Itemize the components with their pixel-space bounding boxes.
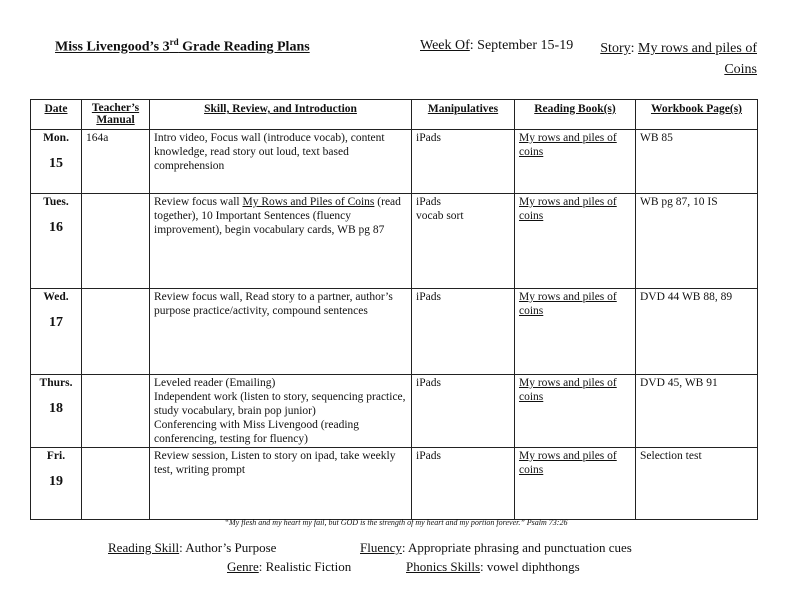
week-label: Week Of <box>420 38 470 53</box>
col-header-teachers-manual: Teacher’s Manual <box>82 100 150 130</box>
reading-book-cell <box>515 194 636 289</box>
day-name: Thurs. <box>39 377 73 389</box>
day-number: 15 <box>49 156 63 171</box>
table-row <box>31 130 758 194</box>
reading-skill-label: Reading Skill <box>108 540 180 555</box>
skill-text: Intro video, Focus wall (introduce vocab), content knowledge, read story out loud, text based comprehension <box>154 132 385 172</box>
skill-cell <box>150 375 412 448</box>
date-cell <box>31 130 82 194</box>
workbook-cell: DVD 45, WB 91 <box>636 375 758 448</box>
week-value: : September 15-19 <box>469 38 574 53</box>
workbook-cell: WB pg 87, 10 IS <box>636 194 758 289</box>
reading-book-cell <box>515 375 636 448</box>
col-header-workbook-pages: Workbook Page(s) <box>636 100 758 130</box>
skill-text: Review focus wall, Read story to a partner, author’s purpose practice/activity, compound sentences <box>154 291 393 317</box>
workbook-cell: DVD 44 WB 88, 89 <box>636 289 758 375</box>
story-label: Story <box>600 41 631 56</box>
day-number: 18 <box>49 401 63 416</box>
title-text: Miss Livengood’s 3 <box>55 39 170 55</box>
teachers-manual-cell <box>82 289 150 375</box>
week-of <box>420 38 573 54</box>
skill-cell <box>150 130 412 194</box>
skill-story-link: My Rows and Piles of Coins <box>242 196 375 208</box>
phonics-label: Phonics Skills <box>406 559 481 574</box>
reading-book-title: My rows and piles of coins <box>519 450 617 476</box>
day-name: Tues. <box>43 196 69 208</box>
title-superscript: rd <box>169 37 179 47</box>
title-text-rest: Grade Reading Plans <box>178 39 310 55</box>
story-separator: : <box>630 41 638 56</box>
workbook-cell: WB 85 <box>636 130 758 194</box>
reading-book-title: My rows and piles of coins <box>519 132 617 158</box>
reading-book-cell <box>515 448 636 520</box>
col-header-reading-books: Reading Book(s) <box>515 100 636 130</box>
fluency-value: : Appropriate phrasing and punctuation cues <box>401 540 632 555</box>
date-cell <box>31 194 82 289</box>
fluency <box>360 540 632 556</box>
manipulatives-cell: iPads vocab sort <box>412 194 515 289</box>
reading-book-title: My rows and piles of coins <box>519 291 617 317</box>
teachers-manual-cell <box>82 194 150 289</box>
genre-value: : Realistic Fiction <box>258 559 352 574</box>
table-header-row <box>31 100 758 130</box>
day-number: 16 <box>49 220 63 235</box>
workbook-cell: Selection test <box>636 448 758 520</box>
reading-book-title: My rows and piles of coins <box>519 377 617 403</box>
story <box>595 38 757 80</box>
table-row <box>31 448 758 520</box>
phonics-value: : vowel diphthongs <box>480 559 580 574</box>
skill-text: Review focus wall <box>154 196 243 208</box>
table-row <box>31 194 758 289</box>
story-value: My rows and piles of Coins <box>638 41 757 77</box>
manipulatives-cell: iPads <box>412 448 515 520</box>
day-name: Mon. <box>43 132 69 144</box>
day-number: 19 <box>49 474 63 489</box>
skill-cell <box>150 289 412 375</box>
teachers-manual-cell: 164a <box>82 130 150 194</box>
phonics-skills <box>406 559 580 575</box>
day-name: Wed. <box>43 291 69 303</box>
fluency-label: Fluency <box>360 540 402 555</box>
manipulatives-cell: iPads <box>412 375 515 448</box>
date-cell <box>31 448 82 520</box>
reading-skill-value: : Author’s Purpose <box>179 540 277 555</box>
teachers-manual-cell <box>82 448 150 520</box>
genre <box>227 559 351 575</box>
reading-skill <box>108 540 276 556</box>
scripture-verse: “My flesh and my heart my fail, but GOD is the strength of my heart and my portion forever.” Psalm 73:26 <box>224 518 568 527</box>
page-title <box>55 37 310 56</box>
manipulatives-cell: iPads <box>412 130 515 194</box>
lesson-plan-table <box>30 99 758 520</box>
skill-text: Leveled reader (Emailing) Independent work (listen to story, sequencing practice, study vocabulary, brain pop junior) Conferencing with Miss Livengood (reading conferencing, testing for fluency) <box>154 377 406 445</box>
day-name: Fri. <box>46 450 66 462</box>
table-row <box>31 375 758 448</box>
reading-book-cell <box>515 289 636 375</box>
skill-cell <box>150 448 412 520</box>
date-cell <box>31 289 82 375</box>
skill-cell <box>150 194 412 289</box>
manipulatives-cell: iPads <box>412 289 515 375</box>
col-header-skill: Skill, Review, and Introduction <box>150 100 412 130</box>
col-header-date: Date <box>31 100 82 130</box>
skill-text: Review session, Listen to story on ipad, take weekly test, writing prompt <box>154 450 396 476</box>
teachers-manual-cell <box>82 375 150 448</box>
col-header-manipulatives: Manipulatives <box>412 100 515 130</box>
reading-book-title: My rows and piles of coins <box>519 196 617 222</box>
reading-book-cell <box>515 130 636 194</box>
table-row <box>31 289 758 375</box>
skill-text-rest: (read together), 10 Important Sentences (fluency improvement), begin vocabulary cards, WB pg 87 <box>154 196 401 236</box>
genre-label: Genre <box>227 559 259 574</box>
date-cell <box>31 375 82 448</box>
day-number: 17 <box>49 315 63 330</box>
